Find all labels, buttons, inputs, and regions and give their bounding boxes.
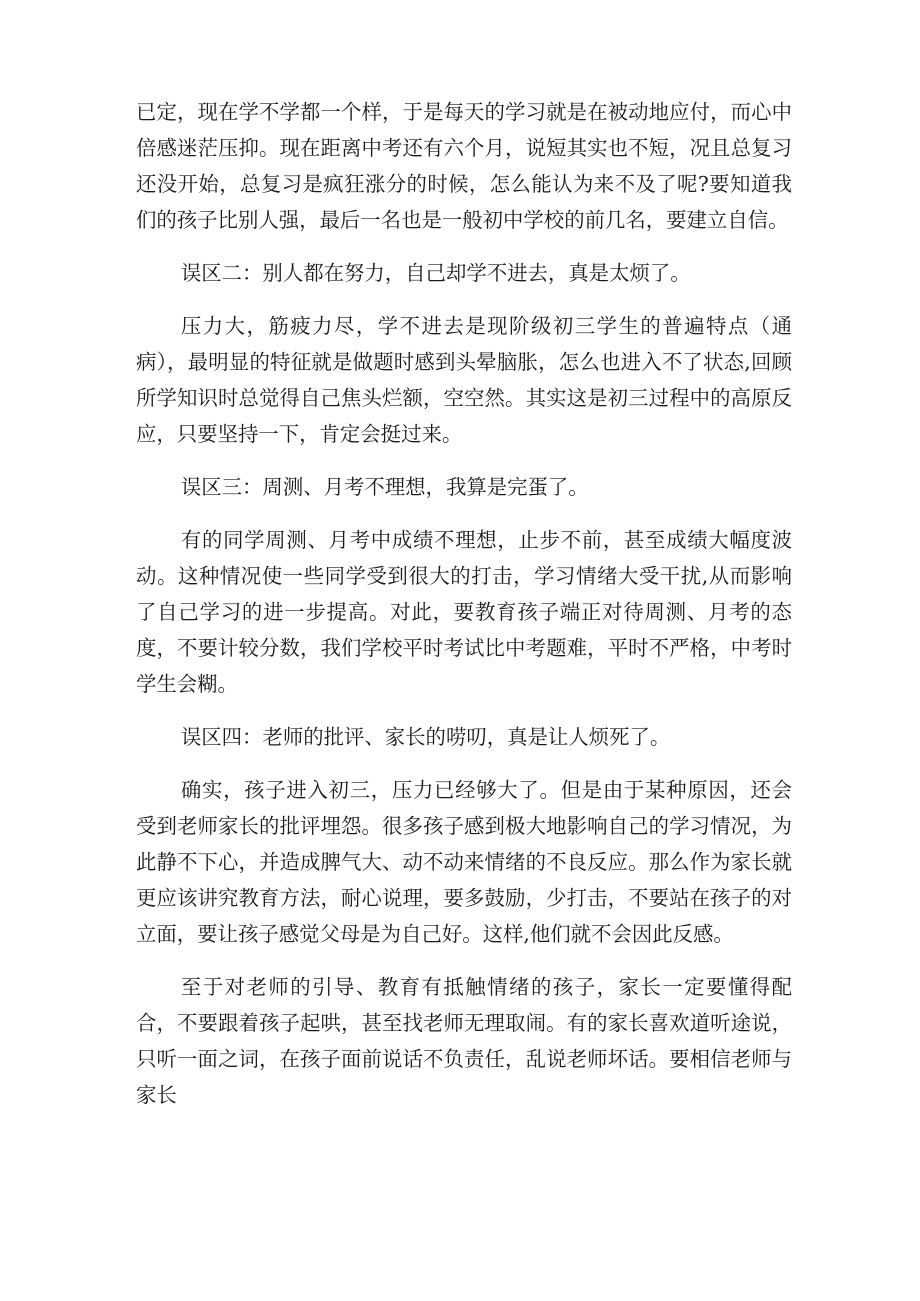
section-heading-mistake-4: 误区四：老师的批评、家长的唠叨，真是让人烦死了。 xyxy=(180,725,671,749)
paragraph-teacher-cooperation: 至于对老师的引导、教育有抵触情绪的孩子，家长一定要懂得配合，不要跟着孩子起哄，甚至找老师无理取闹。有的家长喜欢道听途说，只听一面之词，在孩子面前说话不负责任，乱说老师坏话。要相信老师与家长 xyxy=(136,975,792,1107)
section-heading-mistake-3: 误区三：周测、月考不理想，我算是完蛋了。 xyxy=(180,475,589,499)
paragraph-mistake-3-body: 有的同学周测、月考中成绩不理想，止步不前，甚至成绩大幅度波动。这种情况使一些同学受到很大的打击，学习情绪大受干扰,从而影响了自己学习的进一步提高。对此，要教育孩子端正对待周测、月考的态度，不要计较分数，我们学校平时考试比中考题难，平时不严格，中考时学生会糊。 xyxy=(136,528,792,696)
section-heading-mistake-2: 误区二：别人都在努力，自己却学不进去，真是太烦了。 xyxy=(180,261,691,285)
document-body xyxy=(136,94,792,1130)
paragraph-mistake-2-body: 压力大，筋疲力尽，学不进去是现阶级初三学生的普遍特点（通病），最明显的特征就是做题时感到头晕脑胀，怎么也进入不了状态,回顾所学知识时总觉得自己焦头烂额，空空然。其实这是初三过程中的高原反应，只要坚持一下，肯定会挺过来。 xyxy=(136,314,792,446)
paragraph-mistake-4-body: 确实，孩子进入初三，压力已经够大了。但是由于某种原因，还会受到老师家长的批评埋怨。很多孩子感到极大地影响自己的学习情况，为此静不下心，并造成脾气大、动不动来情绪的不良反应。那么作为家长就更应该讲究教育方法，耐心说理，要多鼓励，少打击，不要站在孩子的对立面，要让孩子感觉父母是为自己好。这样,他们就不会因此反感。 xyxy=(136,778,792,946)
paragraph-continuation: 已定，现在学不学都一个样，于是每天的学习就是在被动地应付，而心中倍感迷茫压抑。现在距离中考还有六个月，说短其实也不短，况且总复习还没开始，总复习是疯狂涨分的时候，怎么能认为来不及了呢?要知道我们的孩子比别人强，最后一名也是一般初中学校的前几名，要建立自信。 xyxy=(136,100,792,232)
